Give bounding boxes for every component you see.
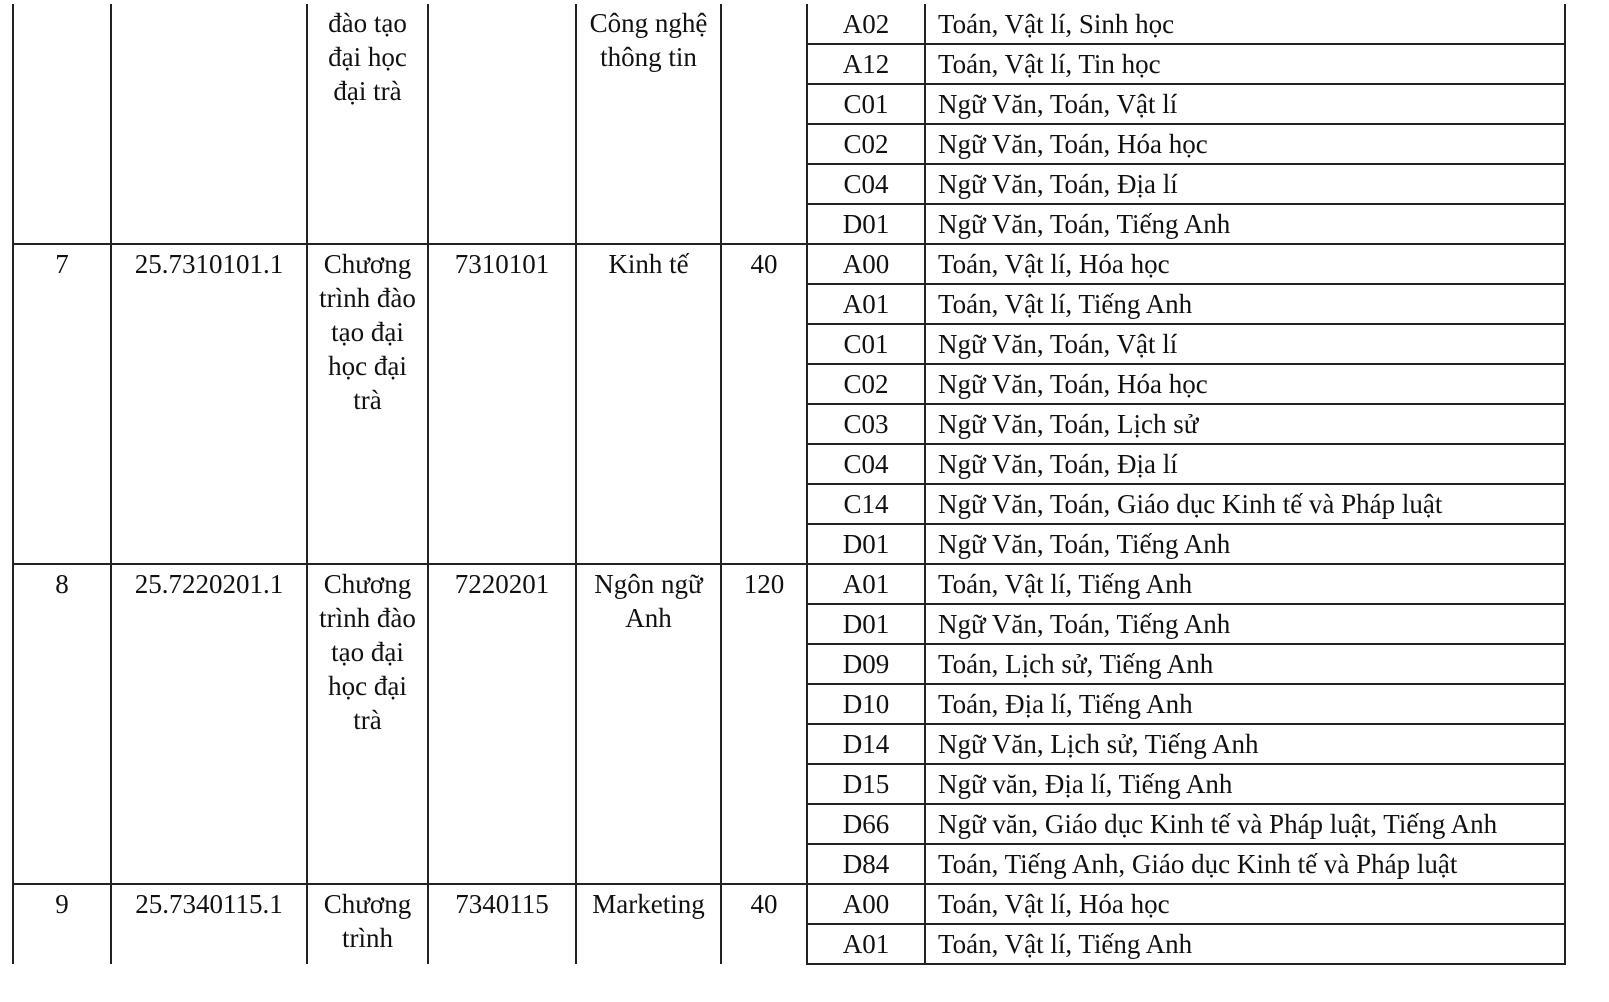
major-code-cell: 7340115	[428, 884, 576, 964]
combo-subjects-cell: Toán, Vật lí, Tiếng Anh	[925, 564, 1565, 604]
combo-code-cell: D14	[807, 724, 925, 764]
combo-code-cell: A01	[807, 284, 925, 324]
stt-cell	[13, 4, 111, 244]
combo-code-cell: A00	[807, 884, 925, 924]
table-row	[13, 564, 1565, 604]
stt-cell: 8	[13, 564, 111, 884]
combo-code-cell: C04	[807, 444, 925, 484]
combo-subjects-cell: Ngữ Văn, Toán, Địa lí	[925, 164, 1565, 204]
major-name-cell: Kinh tế	[576, 244, 721, 564]
combo-code-cell: C02	[807, 364, 925, 404]
combo-subjects-cell: Toán, Địa lí, Tiếng Anh	[925, 684, 1565, 724]
combo-code-cell: D10	[807, 684, 925, 724]
combo-code-cell: D66	[807, 804, 925, 844]
program-type-cell: Chương trình đào tạo đại học đại trà	[307, 564, 428, 884]
major-code-cell: 7310101	[428, 244, 576, 564]
combo-code-cell: D09	[807, 644, 925, 684]
combo-code-cell: C01	[807, 324, 925, 364]
combo-subjects-cell: Ngữ Văn, Toán, Lịch sử	[925, 404, 1565, 444]
combo-code-cell: D01	[807, 524, 925, 564]
combo-subjects-cell: Ngữ Văn, Toán, Hóa học	[925, 124, 1565, 164]
quota-cell: 120	[721, 564, 807, 884]
combo-subjects-cell: Toán, Vật lí, Tiếng Anh	[925, 924, 1565, 964]
admission-code-cell: 25.7220201.1	[111, 564, 307, 884]
quota-cell: 40	[721, 884, 807, 964]
combo-subjects-cell: Ngữ Văn, Toán, Vật lí	[925, 84, 1565, 124]
major-name-cell: Công nghệ thông tin	[576, 4, 721, 244]
admissions-table	[12, 4, 1566, 965]
combo-code-cell: A12	[807, 44, 925, 84]
combo-code-cell: C02	[807, 124, 925, 164]
table-row	[13, 4, 1565, 44]
combo-subjects-cell: Ngữ Văn, Lịch sử, Tiếng Anh	[925, 724, 1565, 764]
combo-subjects-cell: Toán, Vật lí, Tiếng Anh	[925, 284, 1565, 324]
combo-subjects-cell: Toán, Vật lí, Hóa học	[925, 884, 1565, 924]
combo-subjects-cell: Ngữ Văn, Toán, Tiếng Anh	[925, 524, 1565, 564]
combo-subjects-cell: Ngữ Văn, Toán, Tiếng Anh	[925, 204, 1565, 244]
combo-subjects-cell: Ngữ Văn, Toán, Tiếng Anh	[925, 604, 1565, 644]
admission-code-cell: 25.7340115.1	[111, 884, 307, 964]
major-name-cell: Marketing	[576, 884, 721, 964]
combo-code-cell: D01	[807, 604, 925, 644]
combo-subjects-cell: Toán, Tiếng Anh, Giáo dục Kinh tế và Pháp luật	[925, 844, 1565, 884]
table-row	[13, 884, 1565, 924]
combo-code-cell: C04	[807, 164, 925, 204]
major-name-cell: Ngôn ngữ Anh	[576, 564, 721, 884]
combo-subjects-cell: Ngữ Văn, Toán, Vật lí	[925, 324, 1565, 364]
combo-code-cell: D01	[807, 204, 925, 244]
program-type-cell: Chương trình đào tạo đại học đại trà	[307, 244, 428, 564]
major-code-cell	[428, 4, 576, 244]
combo-code-cell: D15	[807, 764, 925, 804]
combo-code-cell: C01	[807, 84, 925, 124]
admission-code-cell: 25.7310101.1	[111, 244, 307, 564]
quota-cell	[721, 4, 807, 244]
stt-cell: 9	[13, 884, 111, 964]
combo-code-cell: A01	[807, 564, 925, 604]
combo-subjects-cell: Toán, Vật lí, Sinh học	[925, 4, 1565, 44]
program-type-cell: đào tạo đại học đại trà	[307, 4, 428, 244]
quota-cell: 40	[721, 244, 807, 564]
stt-cell: 7	[13, 244, 111, 564]
combo-code-cell: A01	[807, 924, 925, 964]
combo-subjects-cell: Ngữ văn, Địa lí, Tiếng Anh	[925, 764, 1565, 804]
combo-subjects-cell: Ngữ văn, Giáo dục Kinh tế và Pháp luật, Tiếng Anh	[925, 804, 1565, 844]
major-code-cell: 7220201	[428, 564, 576, 884]
combo-subjects-cell: Toán, Vật lí, Tin học	[925, 44, 1565, 84]
combo-subjects-cell: Toán, Vật lí, Hóa học	[925, 244, 1565, 284]
combo-code-cell: D84	[807, 844, 925, 884]
combo-subjects-cell: Ngữ Văn, Toán, Hóa học	[925, 364, 1565, 404]
admission-code-cell	[111, 4, 307, 244]
combo-code-cell: A02	[807, 4, 925, 44]
combo-subjects-cell: Ngữ Văn, Toán, Giáo dục Kinh tế và Pháp luật	[925, 484, 1565, 524]
combo-subjects-cell: Toán, Lịch sử, Tiếng Anh	[925, 644, 1565, 684]
combo-code-cell: A00	[807, 244, 925, 284]
combo-subjects-cell: Ngữ Văn, Toán, Địa lí	[925, 444, 1565, 484]
combo-code-cell: C03	[807, 404, 925, 444]
combo-code-cell: C14	[807, 484, 925, 524]
table-row	[13, 244, 1565, 284]
program-type-cell: Chương trình	[307, 884, 428, 964]
